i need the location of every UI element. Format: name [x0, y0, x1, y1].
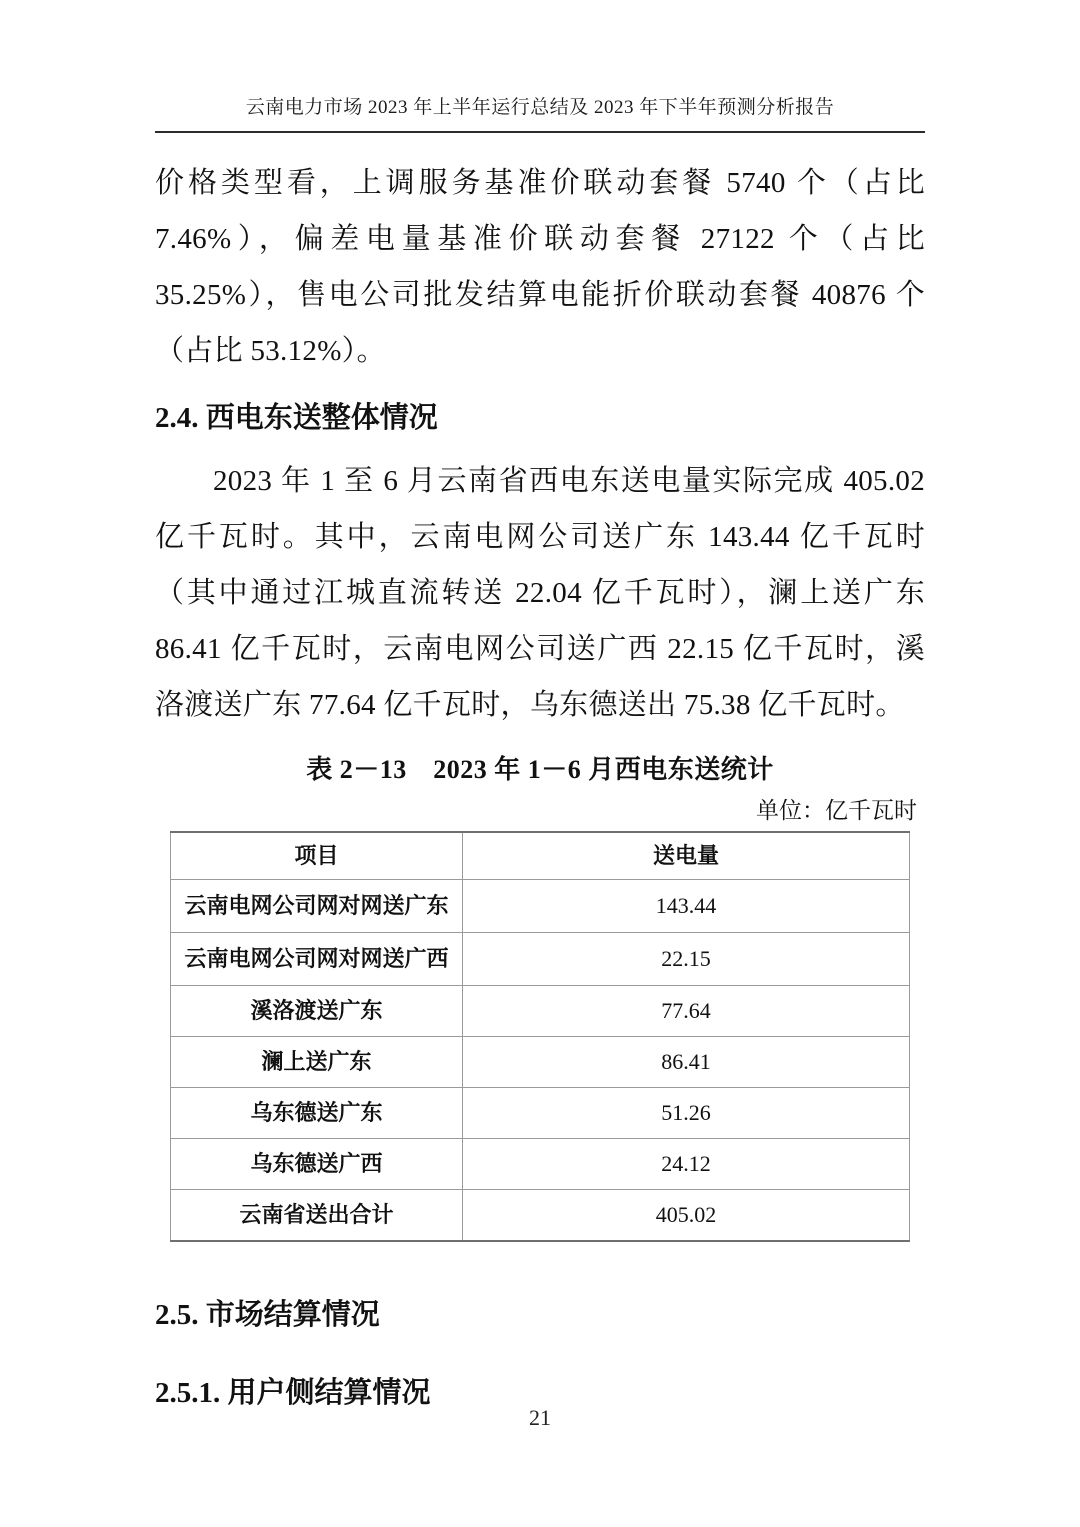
- table-header-row: [171, 832, 910, 880]
- running-header: 云南电力市场 2023 年上半年运行总结及 2023 年下半年预测分析报告: [245, 97, 835, 118]
- cell-value: 77.64: [462, 986, 909, 1037]
- spacer: [155, 1242, 925, 1276]
- cell-item: 溪洛渡送广东: [171, 986, 463, 1037]
- cell-item: 云南电网公司网对网送广东: [171, 880, 463, 933]
- table-row: [171, 933, 910, 986]
- cell-value: 24.12: [462, 1139, 909, 1190]
- cell-item: 乌东德送广东: [171, 1088, 463, 1139]
- column-header-value: 送电量: [462, 832, 909, 880]
- cell-item: 乌东德送广西: [171, 1139, 463, 1190]
- cell-item: 云南省送出合计: [171, 1190, 463, 1242]
- table-row: [171, 1037, 910, 1088]
- paragraph-west-east-power: 2023 年 1 至 6 月云南省西电东送电量实际完成 405.02 亿千瓦时。其中，云南电网公司送广东 143.44 亿千瓦时（其中通过江城直流转送 22.04 亿千瓦时），澜上送广东 86.41 亿千瓦时，云南电网公司送广西 22.15 亿千瓦时，溪洛渡送广东 77.64 亿千瓦时，乌东德送出 75.38 亿千瓦时。: [155, 465, 925, 721]
- table-row: [171, 1088, 910, 1139]
- west-east-power-table: [170, 831, 910, 1242]
- page-number: 21: [529, 1405, 551, 1430]
- heading-2-5: 2.5. 市场结算情况: [155, 1299, 380, 1331]
- cell-item: 澜上送广东: [171, 1037, 463, 1088]
- table-unit-note: 单位：亿千瓦时: [756, 798, 917, 823]
- cell-item: 云南电网公司网对网送广西: [171, 933, 463, 986]
- header-rule: [155, 131, 925, 133]
- table-row: [171, 1190, 910, 1242]
- heading-2-4: 2.4. 西电东送整体情况: [155, 402, 438, 434]
- heading-2-5-1: 2.5.1. 用户侧结算情况: [155, 1377, 431, 1409]
- cell-value: 86.41: [462, 1037, 909, 1088]
- cell-value: 405.02: [462, 1190, 909, 1242]
- cell-value: 22.15: [462, 933, 909, 986]
- table-row: [171, 986, 910, 1037]
- cell-value: 51.26: [462, 1088, 909, 1139]
- table-row: [171, 880, 910, 933]
- column-header-item: 项目: [171, 832, 463, 880]
- table-caption: 表 2－13 2023 年 1－6 月西电东送统计: [306, 755, 774, 784]
- paragraph-price-types: 价格类型看，上调服务基准价联动套餐 5740 个（占比 7.46%），偏差电量基准价联动套餐 27122 个（占比 35.25%），售电公司批发结算电能折价联动套餐 40876 个（占比 53.12%）。: [155, 167, 925, 367]
- cell-value: 143.44: [462, 880, 909, 933]
- table-row: [171, 1139, 910, 1190]
